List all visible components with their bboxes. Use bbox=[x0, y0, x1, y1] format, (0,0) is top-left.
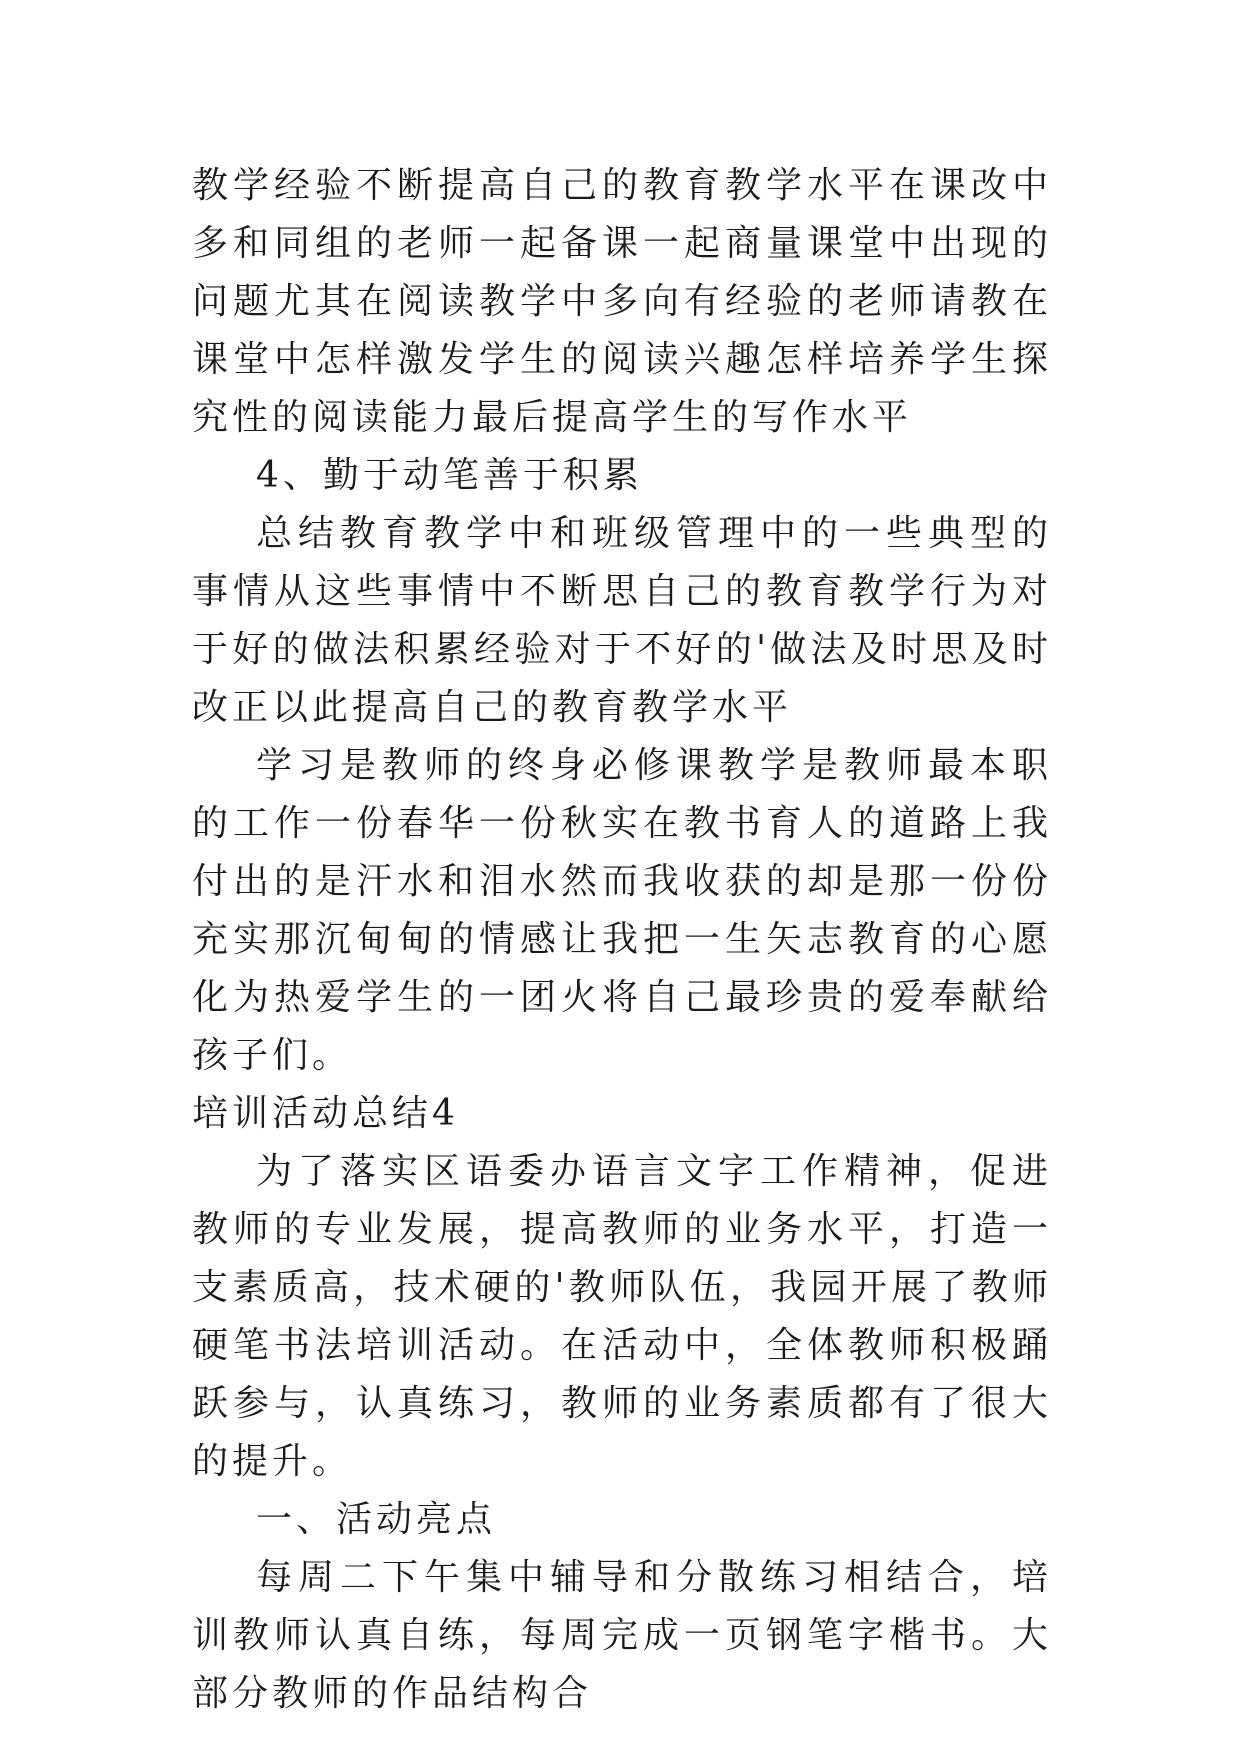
paragraph-teaching-experience: 教学经验不断提高自己的教育教学水平在课改中多和同组的老师一起备课一起商量课堂中出现的问题尤其在阅读教学中多向有经验的老师请教在课堂中怎样激发学生的阅读兴趣怎样培养学生探究性的阅读能力最后提高学生的写作水平 bbox=[192, 165, 1052, 438]
document-body bbox=[192, 157, 1052, 1723]
article-title-training-summary-4: 培训活动总结4 bbox=[192, 1093, 459, 1134]
section-heading-diligent-writing: 4、勤于动笔善于积累 bbox=[256, 455, 643, 496]
paragraph-lifelong-learning: 学习是教师的终身必修课教学是教师最本职的工作一份春华一份秋实在教书育人的道路上我付出的是汗水和泪水然而我收获的却是那一份份充实那沉甸甸的情感让我把一生矢志教育的心愿化为热爱学生的一团火将自己最珍贵的爱奉献给孩子们。 bbox=[192, 745, 1052, 1076]
paragraph-calligraphy-training: 为了落实区语委办语言文字工作精神，促进教师的专业发展，提高教师的业务水平，打造一支素质高，技术硬的'教师队伍，我园开展了教师硬笔书法培训活动。在活动中，全体教师积极踊跃参与，认真练习，教师的业务素质都有了很大的提升。 bbox=[192, 1151, 1052, 1482]
paragraph-summarize-experience: 总结教育教学中和班级管理中的一些典型的事情从这些事情中不断思自己的教育教学行为对于好的做法积累经验对于不好的'做法及时思及时改正以此提高自己的教育教学水平 bbox=[192, 513, 1052, 728]
section-heading-activity-highlights: 一、活动亮点 bbox=[256, 1499, 497, 1540]
paragraph-weekly-practice: 每周二下午集中辅导和分散练习相结合，培训教师认真自练，每周完成一页钢笔字楷书。大部分教师的作品结构合 bbox=[192, 1557, 1052, 1714]
